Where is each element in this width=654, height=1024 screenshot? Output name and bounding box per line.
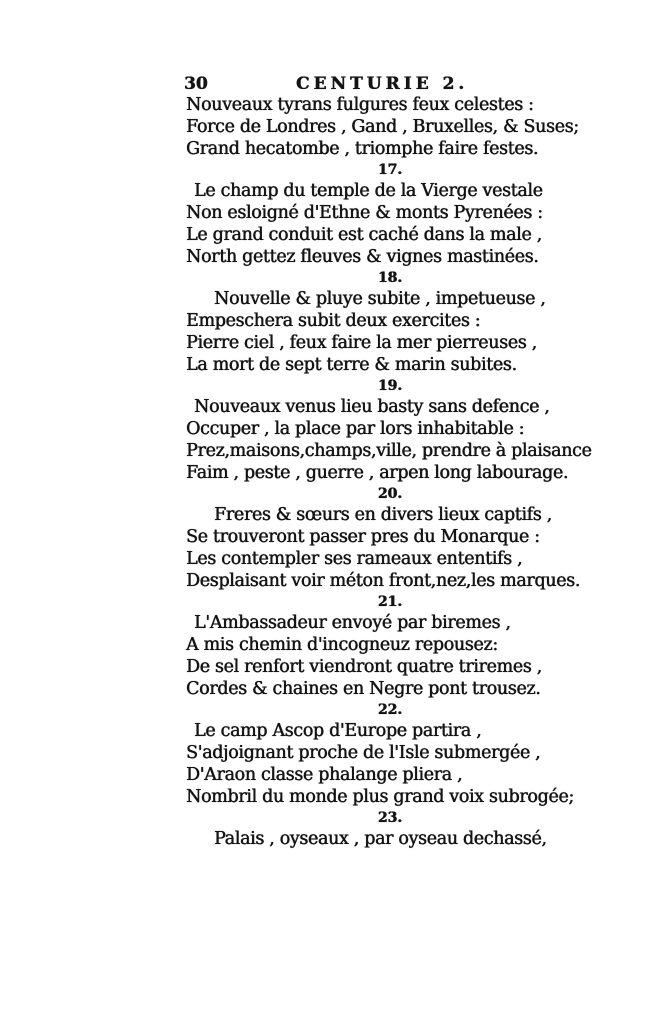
verse-line: Le camp Ascop d'Europe partira ,	[194, 721, 482, 741]
verse-line: Pierre ciel , feux faire la mer pierreuses ,	[186, 333, 537, 353]
verse-line: Faim , peste , guerre , arpen long labourage.	[186, 463, 569, 483]
quatrain-18	[186, 268, 586, 376]
quatrain-19	[186, 376, 592, 484]
verse-line: Les contempler ses rameaux ententifs ,	[186, 549, 523, 569]
verse-line: Nombril du monde plus grand voix subrogée;	[186, 787, 574, 807]
quatrain-16-continuation	[186, 94, 586, 160]
verse-line: Le grand conduit est caché dans la male ,	[186, 225, 542, 245]
verse-line: Palais , oyseaux , par oyseau dechassé,	[214, 829, 547, 849]
verse-line: D'Araon classe phalange pliera ,	[186, 765, 463, 785]
quatrain-number: 23.	[377, 810, 403, 826]
verse-line: De sel renfort viendront quatre triremes ,	[186, 657, 542, 677]
quatrain-17	[186, 160, 586, 268]
verse-line: Se trouveront passer pres du Monarque :	[186, 527, 540, 547]
verse-line: Nouvelle & pluye subite , impetueuse ,	[214, 289, 546, 309]
running-head	[184, 74, 584, 96]
quatrain-number: 18.	[377, 270, 403, 286]
quatrain-number: 20.	[377, 486, 403, 502]
quatrain-21	[186, 592, 586, 700]
quatrain-number: 21.	[377, 594, 403, 610]
verse-line: Cordes & chaines en Negre pont trousez.	[186, 679, 541, 699]
verse-line: Le champ du temple de la Vierge vestale	[194, 181, 543, 201]
verse-line: Non esloigné d'Ethne & monts Pyrenées :	[186, 203, 543, 223]
page-number: 30	[184, 74, 208, 94]
quatrain-number: 17.	[377, 162, 403, 178]
century-title: CENTURIE 2.	[296, 74, 469, 94]
verse-line: Occuper , la place par lors inhabitable :	[186, 419, 525, 439]
verse-line: Freres & sœurs en divers lieux captifs ,	[214, 505, 552, 525]
verse-line: L'Ambassadeur envoyé par biremes ,	[194, 613, 511, 633]
quatrain-20	[186, 484, 586, 592]
verse-line: Prez,maisons,champs,ville, prendre à plaisance	[186, 441, 592, 461]
verse-line: Force de Londres , Gand , Bruxelles, & Suses;	[186, 117, 579, 137]
verse-line: Grand hecatombe , triomphe faire festes.	[186, 139, 539, 159]
quatrain-number: 19.	[377, 378, 403, 394]
verse-line: Nouveaux venus lieu basty sans defence ,	[194, 397, 550, 417]
verse-line: A mis chemin d'incogneuz repousez:	[186, 635, 498, 655]
quatrain-text	[186, 94, 592, 850]
verse-line: S'adjoignant proche de l'Isle submergée ,	[186, 743, 541, 763]
verse-line: La mort de sept terre & marin subites.	[186, 355, 517, 375]
verse-line: Nouveaux tyrans fulgures feux celestes :	[186, 95, 534, 115]
verse-line: North gettez fleuves & vignes mastinées.	[186, 247, 539, 267]
verse-line: Empeschera subit deux exercites :	[186, 311, 481, 331]
quatrain-number: 22.	[377, 702, 403, 718]
quatrain-22	[186, 700, 586, 808]
verse-line: Desplaisant voir méton front,nez,les marques.	[186, 571, 580, 591]
quatrain-23	[186, 808, 586, 850]
